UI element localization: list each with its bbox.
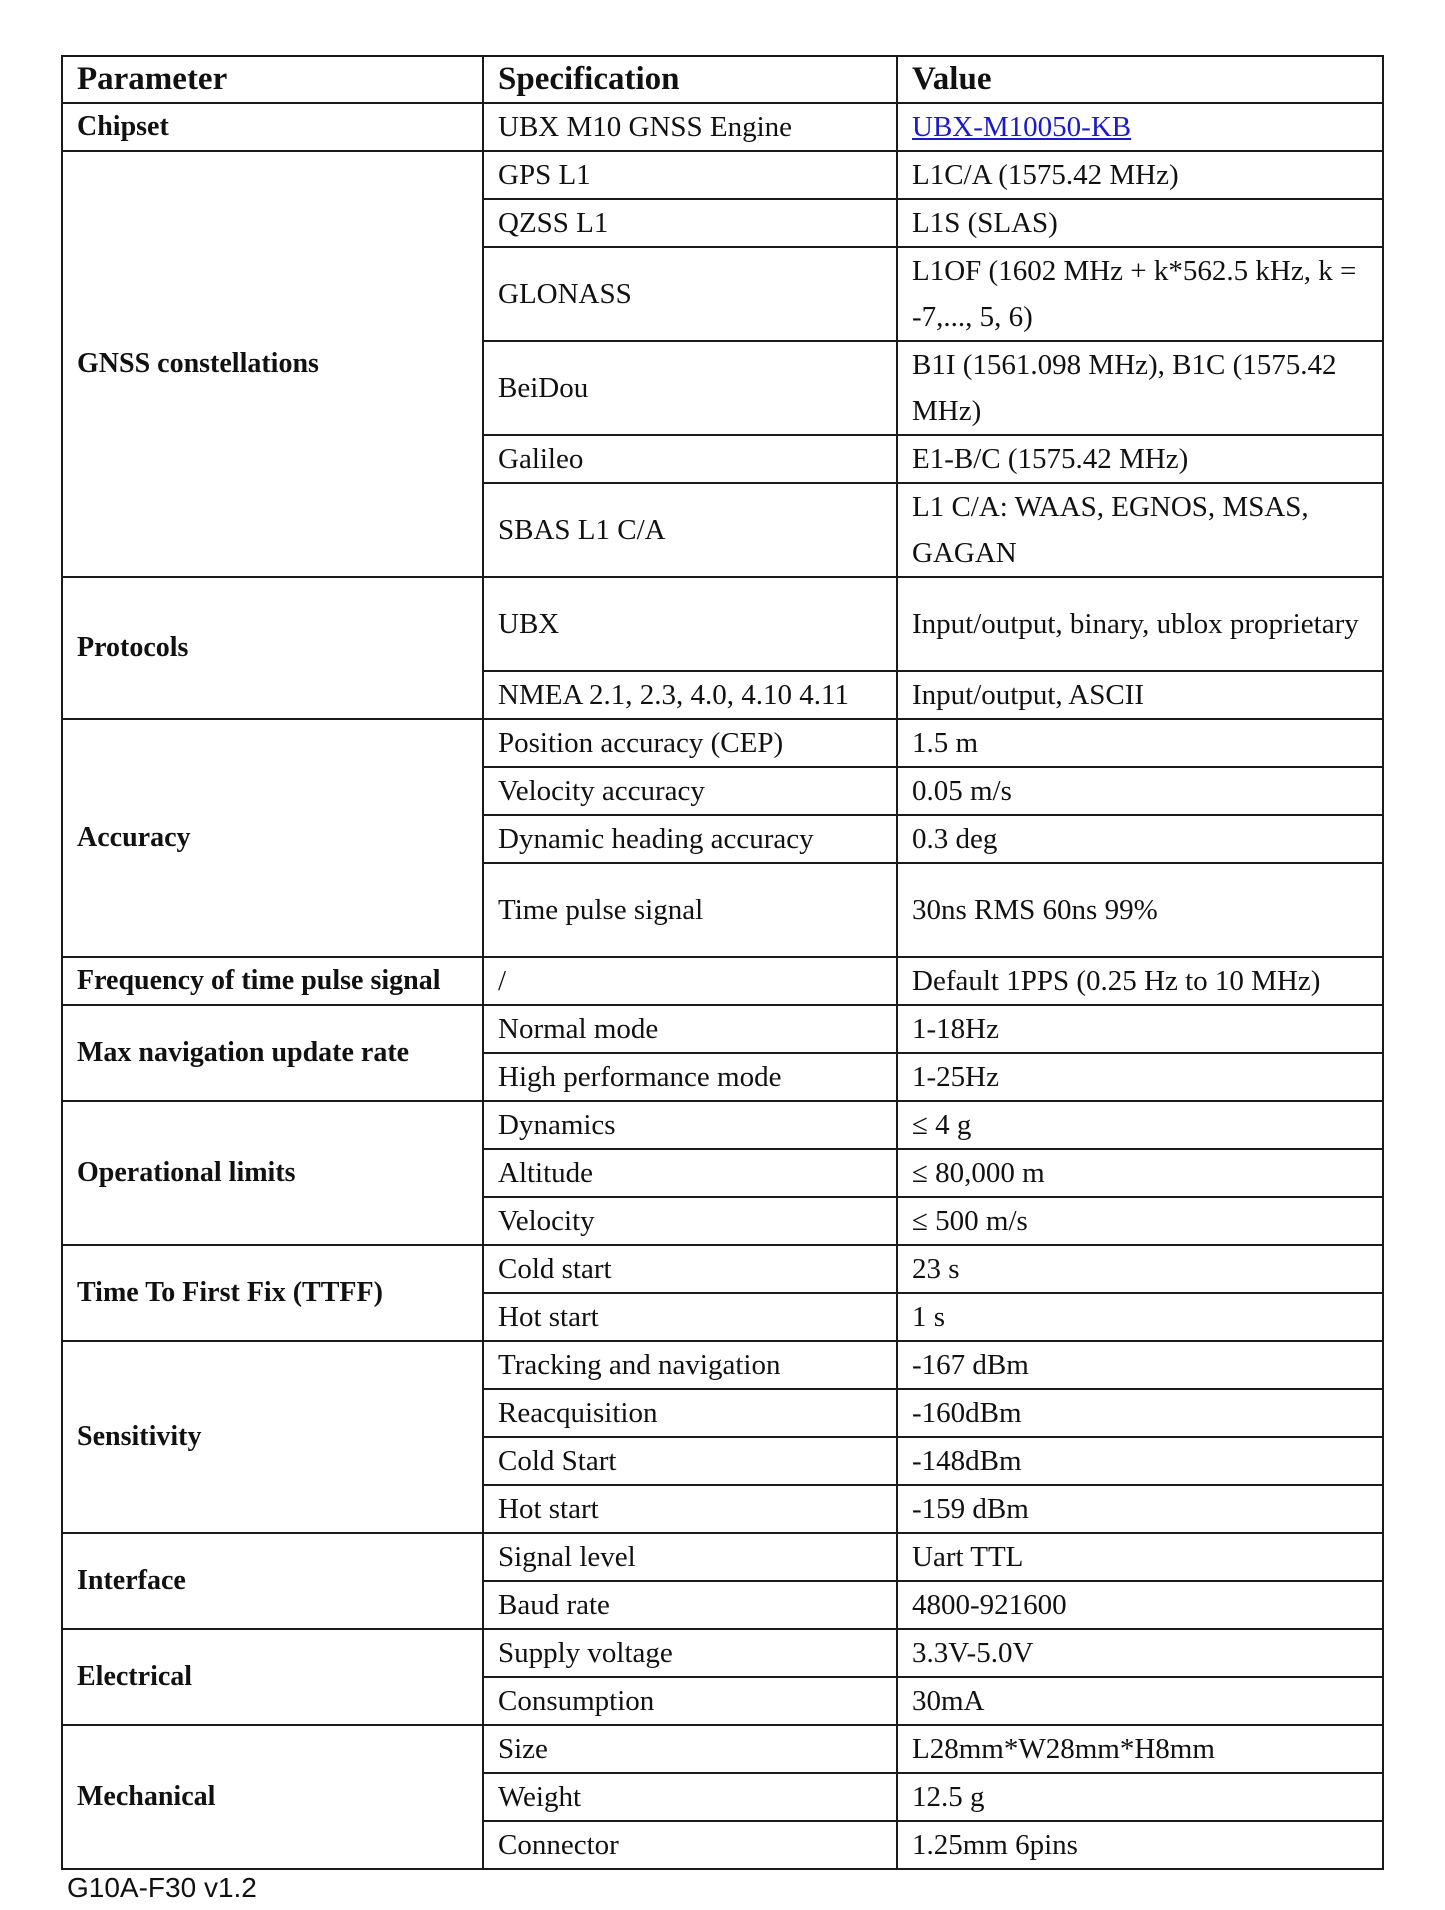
header-parameter: Parameter [62,56,483,103]
specification-cell: NMEA 2.1, 2.3, 4.0, 4.10 4.11 [483,671,897,719]
specification-cell: Signal level [483,1533,897,1581]
table-row [62,151,1383,199]
table-row [62,1101,1383,1149]
specification-cell: Baud rate [483,1581,897,1629]
value-cell: 12.5 g [897,1773,1383,1821]
specification-cell: Weight [483,1773,897,1821]
parameter-cell: Mechanical [62,1725,483,1869]
specification-cell: Size [483,1725,897,1773]
table-row [62,1005,1383,1053]
specification-cell: Supply voltage [483,1629,897,1677]
table-row [62,957,1383,1005]
value-cell [897,103,1383,151]
parameter-cell: Protocols [62,577,483,719]
value-cell: 1-25Hz [897,1053,1383,1101]
value-cell: -167 dBm [897,1341,1383,1389]
specification-cell: GPS L1 [483,151,897,199]
table-row [62,1245,1383,1293]
specification-cell: Cold start [483,1245,897,1293]
specification-cell: Cold Start [483,1437,897,1485]
specification-cell: GLONASS [483,247,897,341]
chipset-link[interactable]: UBX-M10050-KB [912,111,1132,143]
specification-cell: Galileo [483,435,897,483]
spec-table [61,55,1384,1870]
value-cell: Input/output, ASCII [897,671,1383,719]
value-cell: -148dBm [897,1437,1383,1485]
value-cell: 30ns RMS 60ns 99% [897,863,1383,957]
table-row [62,1341,1383,1389]
value-cell: 1.25mm 6pins [897,1821,1383,1869]
header-row [62,56,1383,103]
specification-cell: UBX M10 GNSS Engine [483,103,897,151]
value-cell: 4800-921600 [897,1581,1383,1629]
header-specification: Specification [483,56,897,103]
specification-cell: SBAS L1 C/A [483,483,897,577]
parameter-cell: Sensitivity [62,1341,483,1533]
value-cell: L1OF (1602 MHz + k*562.5 kHz, k = -7,..., 5, 6) [897,247,1383,341]
specification-cell: UBX [483,577,897,671]
specification-cell: Velocity accuracy [483,767,897,815]
value-cell: Uart TTL [897,1533,1383,1581]
specification-cell: Time pulse signal [483,863,897,957]
value-cell: 0.3 deg [897,815,1383,863]
value-cell: 23 s [897,1245,1383,1293]
parameter-cell: Frequency of time pulse signal [62,957,483,1005]
specification-cell: Hot start [483,1485,897,1533]
value-cell: 1.5 m [897,719,1383,767]
specification-cell: / [483,957,897,1005]
value-cell: B1I (1561.098 MHz), B1C (1575.42 MHz) [897,341,1383,435]
value-cell: Default 1PPS (0.25 Hz to 10 MHz) [897,957,1383,1005]
table-row [62,577,1383,671]
specification-cell: Reacquisition [483,1389,897,1437]
value-cell: 3.3V-5.0V [897,1629,1383,1677]
table-row [62,719,1383,767]
value-cell: 30mA [897,1677,1383,1725]
specification-cell: Altitude [483,1149,897,1197]
parameter-cell: Accuracy [62,719,483,957]
value-cell: 1 s [897,1293,1383,1341]
specification-cell: High performance mode [483,1053,897,1101]
value-cell: ≤ 500 m/s [897,1197,1383,1245]
specification-cell: QZSS L1 [483,199,897,247]
specification-cell: BeiDou [483,341,897,435]
spec-body [62,103,1383,1869]
value-cell: Input/output, binary, ublox proprietary [897,577,1383,671]
value-cell: E1-B/C (1575.42 MHz) [897,435,1383,483]
parameter-cell: Interface [62,1533,483,1629]
header-value: Value [897,56,1383,103]
value-cell: L1 C/A: WAAS, EGNOS, MSAS, GAGAN [897,483,1383,577]
value-cell: L1S (SLAS) [897,199,1383,247]
parameter-cell: Electrical [62,1629,483,1725]
table-row [62,1725,1383,1773]
parameter-cell: Time To First Fix (TTFF) [62,1245,483,1341]
specification-cell: Velocity [483,1197,897,1245]
value-cell: ≤ 4 g [897,1101,1383,1149]
specification-cell: Connector [483,1821,897,1869]
specification-cell: Tracking and navigation [483,1341,897,1389]
value-cell: 0.05 m/s [897,767,1383,815]
specification-cell: Dynamic heading accuracy [483,815,897,863]
parameter-cell: Chipset [62,103,483,151]
value-cell: L1C/A (1575.42 MHz) [897,151,1383,199]
specification-cell: Dynamics [483,1101,897,1149]
specification-cell: Hot start [483,1293,897,1341]
specification-cell: Consumption [483,1677,897,1725]
parameter-cell: Max navigation update rate [62,1005,483,1101]
specification-cell: Normal mode [483,1005,897,1053]
value-cell: L28mm*W28mm*H8mm [897,1725,1383,1773]
value-cell: ≤ 80,000 m [897,1149,1383,1197]
specification-cell: Position accuracy (CEP) [483,719,897,767]
value-cell: -160dBm [897,1389,1383,1437]
table-row [62,1629,1383,1677]
table-row [62,1533,1383,1581]
table-row [62,103,1383,151]
document-footer: G10A-F30 v1.2 [67,1872,257,1903]
parameter-cell: GNSS constellations [62,151,483,577]
parameter-cell: Operational limits [62,1101,483,1245]
value-cell: 1-18Hz [897,1005,1383,1053]
value-cell: -159 dBm [897,1485,1383,1533]
